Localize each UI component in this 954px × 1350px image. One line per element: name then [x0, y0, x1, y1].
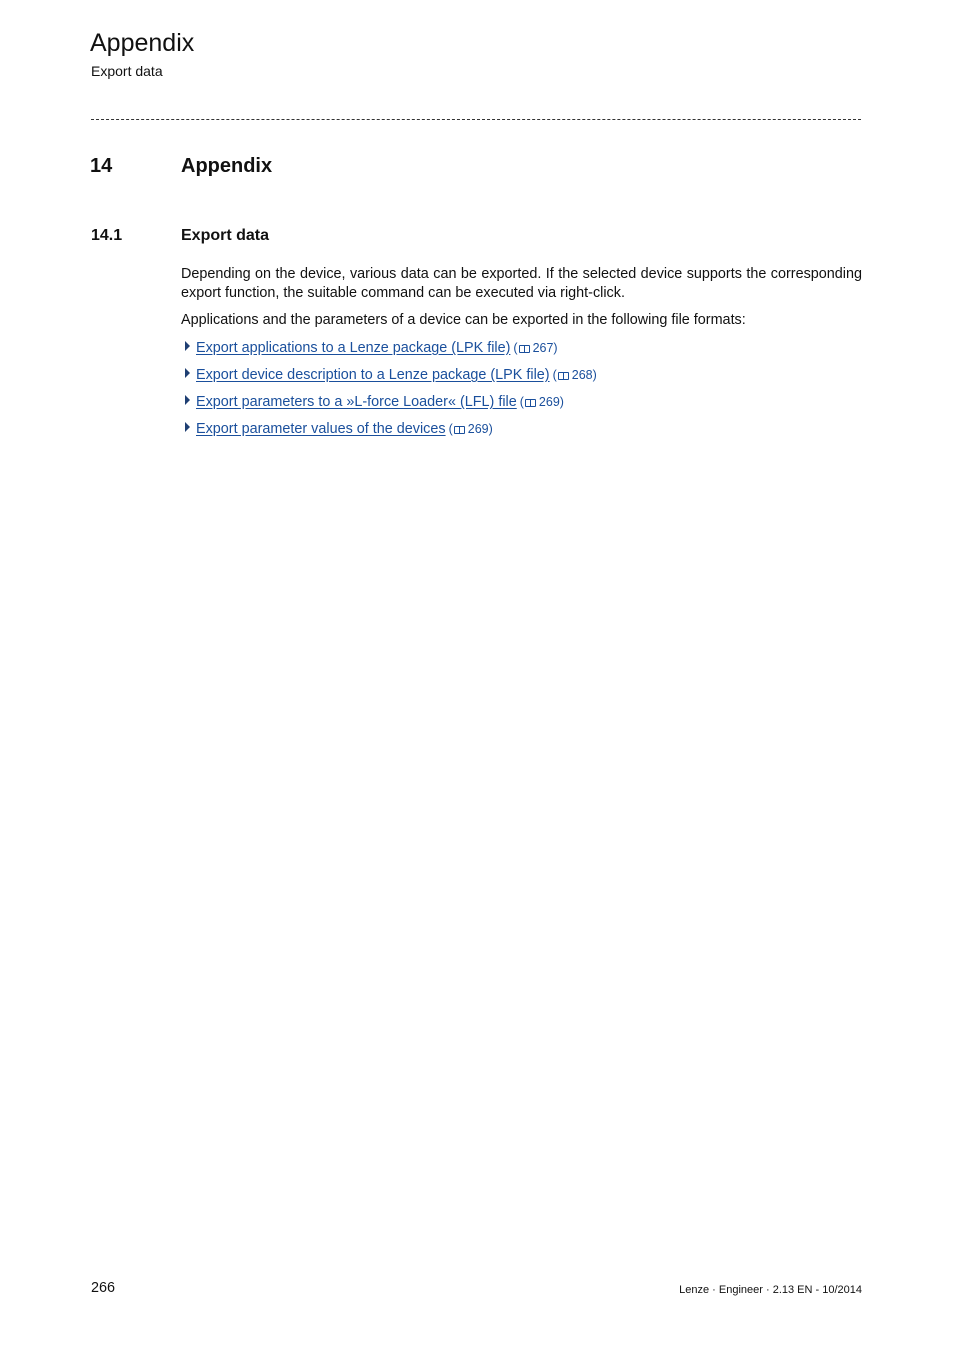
page-reference[interactable]: ( 268)	[552, 368, 597, 382]
link-export-parameter-values[interactable]: Export parameter values of the devices	[196, 421, 446, 437]
triangle-right-icon	[185, 422, 190, 432]
book-icon	[525, 399, 536, 407]
page-reference-number: 267	[532, 341, 554, 355]
page-reference-number: 269	[538, 395, 560, 409]
intro-paragraph: Depending on the device, various data can be exported. If the selected device supports the corresponding export function, the suitable command can be executed via right-click.	[181, 266, 862, 301]
book-icon	[454, 426, 465, 434]
book-icon	[558, 372, 569, 380]
page-header-title: Appendix	[90, 29, 195, 57]
link-export-device-description[interactable]: Export device description to a Lenze package (LPK file)	[196, 367, 550, 383]
triangle-right-icon	[185, 341, 190, 351]
link-export-applications[interactable]: Export applications to a Lenze package (LPK file)	[196, 340, 511, 356]
page-reference[interactable]: ( 269)	[448, 422, 493, 436]
formats-paragraph: Applications and the parameters of a device can be exported in the following file formats:	[181, 312, 746, 328]
list-item	[185, 420, 597, 447]
link-export-parameters-lfl[interactable]: Export parameters to a »L-force Loader« (LFL) file	[196, 394, 517, 410]
page-reference-number: 268	[571, 368, 593, 382]
page-reference-number: 269	[467, 422, 489, 436]
header-divider	[91, 119, 861, 120]
section-number: 14.1	[91, 227, 123, 244]
book-icon	[519, 345, 530, 353]
list-item	[185, 393, 597, 420]
section-title: Export data	[181, 227, 270, 244]
list-item	[185, 339, 597, 366]
page-reference[interactable]: ( 267)	[513, 341, 558, 355]
triangle-right-icon	[185, 368, 190, 378]
triangle-right-icon	[185, 395, 190, 405]
page-header-subtitle: Export data	[91, 63, 163, 79]
chapter-number: 14	[90, 155, 113, 177]
page-reference[interactable]: ( 269)	[519, 395, 564, 409]
chapter-title: Appendix	[181, 155, 273, 177]
footer-document-info: Lenze · Engineer · 2.13 EN - 10/2014	[679, 1284, 862, 1296]
export-link-list	[185, 339, 597, 447]
footer-page-number: 266	[91, 1280, 116, 1296]
list-item	[185, 366, 597, 393]
